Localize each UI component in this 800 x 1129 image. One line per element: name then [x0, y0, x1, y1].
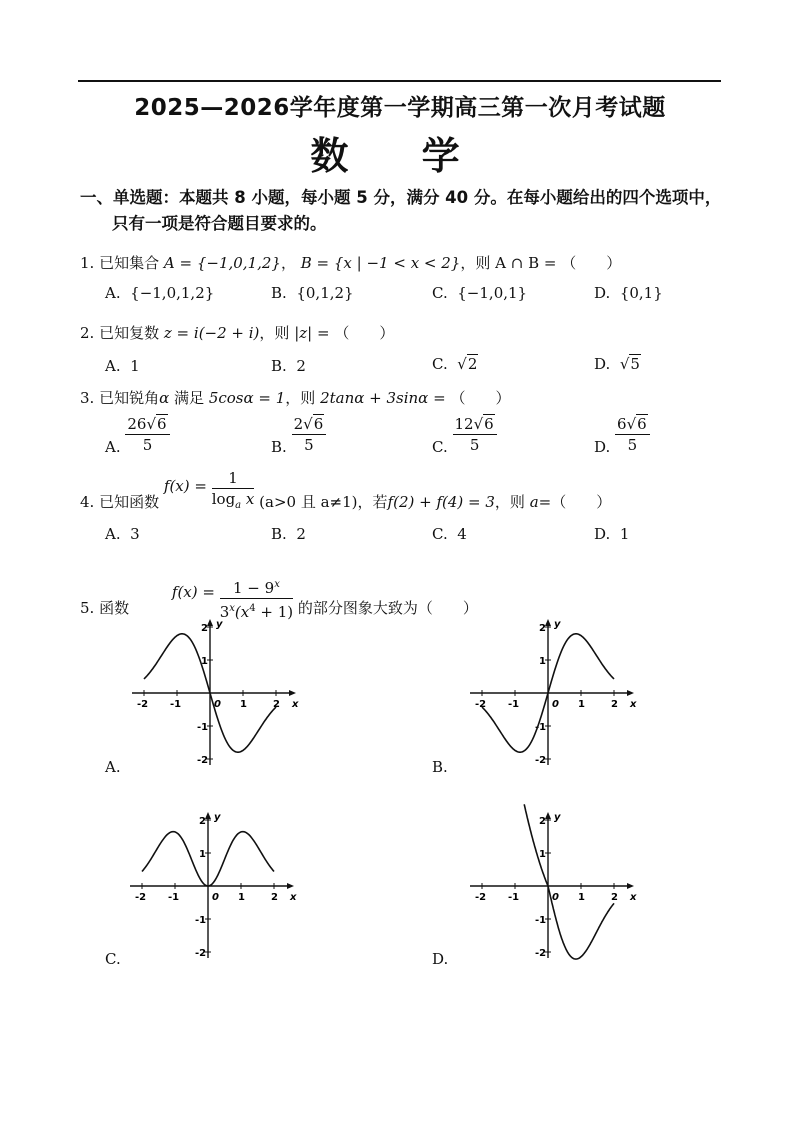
- option-2c: [432, 355, 478, 373]
- question-text: 的部分图象大致为（ ）: [297, 598, 478, 617]
- radicand: 2: [467, 355, 478, 373]
- den-poly-exp: 4: [249, 603, 256, 614]
- graph-option-c: [128, 808, 298, 963]
- sqrt-value: √2: [457, 355, 478, 373]
- fraction: $\frac{2√6}{5}$: [292, 414, 327, 455]
- y-tick-label: -2: [195, 948, 207, 959]
- question-text: 已知函数: [99, 493, 160, 511]
- y-tick-label: 1: [539, 656, 546, 667]
- x-tick-label: 1: [240, 699, 247, 710]
- header-rule: [78, 80, 721, 82]
- graph-option-d: [468, 808, 638, 963]
- question-text: 满足: [174, 389, 205, 407]
- numerator: 1: [212, 468, 255, 489]
- option-label: B.: [271, 357, 287, 375]
- option-label: C.: [432, 525, 448, 543]
- x-tick-label: -2: [475, 699, 487, 710]
- question-1: [80, 252, 621, 273]
- y-axis-label: y: [216, 619, 223, 630]
- math-expr: 2tanα + 3sinα =: [320, 389, 446, 407]
- coef: 12: [454, 415, 474, 433]
- x-axis-arrow: [627, 690, 634, 696]
- x-tick-label: -2: [137, 699, 149, 710]
- option-5a: A.: [105, 758, 121, 776]
- question-text: =（ ）: [538, 493, 612, 511]
- numerator: [220, 575, 293, 599]
- option-value: 2: [296, 357, 306, 375]
- den-exp: x: [229, 603, 235, 614]
- exam-title: 2025—2026学年度第一学期高三第一次月考试题: [134, 95, 666, 121]
- question-text: ，则 A ∩ B = （ ）: [460, 254, 622, 272]
- option-label: C.: [432, 437, 448, 456]
- math-expr: 5cosα = 1: [208, 389, 286, 407]
- y-tick-label: 1: [199, 849, 206, 860]
- question-text: 已知复数: [99, 324, 160, 342]
- question-2: [80, 322, 394, 343]
- option-value: 1: [130, 357, 140, 375]
- question-text: ，若: [357, 493, 388, 511]
- graph-option-a: [130, 615, 300, 770]
- denominator: 5: [304, 436, 314, 454]
- section-line-1: 一、单选题：本题共 8 小题，每小题 5 分，满分 40 分。在每小题给出的四个选项中，: [80, 188, 722, 207]
- option-3c: [432, 414, 497, 455]
- x-tick-label: -2: [475, 892, 487, 903]
- denominator: 5: [469, 436, 480, 454]
- section-line-2: 只有一项是符合题目要求的。: [112, 214, 327, 233]
- math-expr: f(x) =: [163, 477, 207, 495]
- x-tick-label: 2: [273, 699, 280, 710]
- math-expr: α: [159, 389, 170, 407]
- section-instructions: [80, 185, 730, 237]
- option-value: 1: [619, 525, 630, 543]
- origin-label: 0: [552, 699, 559, 710]
- option-5d: D.: [432, 950, 449, 968]
- x-axis-label: x: [290, 892, 297, 903]
- question-text: 函数: [99, 598, 130, 617]
- y-tick-label: -1: [535, 722, 547, 733]
- denominator: 5: [142, 436, 153, 454]
- option-2d: [594, 355, 641, 373]
- math-expr: A = {−1,0,1,2}: [163, 254, 281, 272]
- math-expr: |z| =: [294, 324, 330, 342]
- fraction: $\frac{6√6}{5}$: [615, 414, 650, 455]
- option-4b: [271, 525, 306, 543]
- x-tick-label: -2: [135, 892, 147, 903]
- x-tick-label: -1: [170, 699, 182, 710]
- question-text: ，: [280, 254, 296, 272]
- y-axis-label: y: [554, 812, 561, 823]
- option-value: {0,1,2}: [296, 284, 354, 302]
- math-expr: z = i(−2 + i): [163, 324, 260, 342]
- question-number: 1.: [80, 254, 95, 272]
- option-5c: C.: [105, 950, 121, 968]
- fraction: $\frac{12√6}{5}$: [453, 414, 497, 455]
- math-expr: B = {x | −1 < x < 2}: [300, 254, 461, 272]
- option-label: B.: [271, 284, 287, 302]
- option-2b: [271, 357, 306, 375]
- y-tick-label: 1: [201, 656, 208, 667]
- option-value: 3: [130, 525, 140, 543]
- y-tick-label: 1: [539, 849, 546, 860]
- y-tick-label: 2: [199, 816, 206, 827]
- option-label: A.: [105, 525, 121, 543]
- num-exp: x: [274, 579, 280, 590]
- y-tick-label: -1: [535, 915, 547, 926]
- question-number: 5.: [80, 598, 95, 617]
- math-var: a: [529, 493, 539, 511]
- condition: (a>0 且 a≠1): [259, 493, 358, 511]
- option-value: 2: [296, 525, 306, 543]
- question-text: （ ）: [334, 324, 395, 342]
- option-3b: [271, 414, 326, 455]
- sqrt-value: √5: [619, 355, 640, 373]
- option-1c: [432, 284, 527, 302]
- log-base: a: [235, 500, 242, 511]
- option-3a: [105, 414, 170, 455]
- denominator: [212, 489, 255, 516]
- radicand: 6: [484, 415, 494, 433]
- option-label: B.: [271, 437, 287, 456]
- x-tick-label: 2: [611, 699, 618, 710]
- question-text: ，则: [285, 389, 316, 407]
- graph-option-b: [468, 615, 638, 770]
- x-tick-label: 1: [578, 699, 585, 710]
- x-tick-label: -1: [508, 892, 520, 903]
- option-3d: [594, 414, 650, 455]
- log-arg: x: [245, 490, 255, 508]
- option-1a: [105, 284, 214, 302]
- function-curve: [524, 804, 614, 959]
- option-label: D.: [594, 284, 611, 302]
- origin-label: 0: [214, 699, 221, 710]
- y-tick-label: -2: [535, 948, 547, 959]
- origin-label: 0: [552, 892, 559, 903]
- log-text: log: [211, 490, 236, 508]
- y-axis-label: y: [554, 619, 561, 630]
- option-label: D.: [594, 525, 611, 543]
- option-value: {−1,0,1,2}: [130, 284, 215, 302]
- option-label: A.: [105, 357, 121, 375]
- x-axis-arrow: [289, 690, 296, 696]
- option-label: A.: [105, 437, 121, 456]
- radicand: 6: [157, 415, 167, 433]
- fraction: [212, 468, 255, 516]
- question-text: （ ）: [450, 389, 511, 407]
- option-4a: [105, 525, 140, 543]
- option-label: A.: [105, 284, 121, 302]
- y-tick-label: -1: [197, 722, 209, 733]
- y-tick-label: 2: [201, 623, 208, 634]
- question-text: 已知集合: [99, 254, 160, 272]
- option-4d: [594, 525, 629, 543]
- option-2a: [105, 357, 140, 375]
- coef: 6: [617, 415, 627, 433]
- option-1b: [271, 284, 354, 302]
- radicand: 6: [313, 415, 324, 433]
- x-axis-label: x: [630, 892, 637, 903]
- radicand: 6: [637, 415, 647, 433]
- radicand: 5: [630, 355, 640, 373]
- origin-label: 0: [212, 892, 219, 903]
- question-number: 3.: [80, 389, 95, 407]
- option-label: D.: [594, 355, 611, 373]
- option-value: {0,1}: [619, 284, 663, 302]
- option-5b: B.: [432, 758, 448, 776]
- den-poly-tail: + 1): [255, 603, 294, 621]
- x-tick-label: 2: [611, 892, 618, 903]
- subject-title: 数 学: [310, 134, 490, 178]
- x-axis-arrow: [287, 883, 294, 889]
- question-5: [80, 555, 478, 621]
- x-axis-label: x: [292, 699, 299, 710]
- option-label: B.: [271, 525, 287, 543]
- y-tick-label: -2: [197, 755, 209, 766]
- den-base: 3: [219, 603, 230, 621]
- coef: 26: [127, 415, 147, 433]
- den-poly: (x: [234, 603, 250, 621]
- y-tick-label: -2: [535, 755, 547, 766]
- option-value: 4: [457, 525, 467, 543]
- x-axis-arrow: [627, 883, 634, 889]
- x-tick-label: -1: [168, 892, 180, 903]
- x-tick-label: -1: [508, 699, 520, 710]
- x-tick-label: 1: [578, 892, 585, 903]
- question-number: 4.: [80, 493, 95, 511]
- x-tick-label: 2: [271, 892, 278, 903]
- denominator: 5: [627, 436, 638, 454]
- option-label: D.: [594, 437, 611, 456]
- question-number: 2.: [80, 324, 95, 342]
- x-tick-label: 1: [238, 892, 245, 903]
- question-text: 已知锐角: [99, 389, 160, 407]
- option-4c: [432, 525, 467, 543]
- question-text: ，则: [494, 493, 525, 511]
- question-text: ，则: [259, 324, 290, 342]
- question-3: [80, 387, 510, 408]
- y-tick-label: 2: [539, 623, 546, 634]
- coef: 2: [293, 415, 304, 433]
- option-value: {−1,0,1}: [457, 284, 528, 302]
- y-tick-label: 2: [539, 816, 546, 827]
- x-axis-label: x: [630, 699, 637, 710]
- y-tick-label: -1: [195, 915, 207, 926]
- num-base: 1 − 9: [233, 579, 275, 597]
- question-4: [80, 465, 611, 513]
- y-axis-label: y: [214, 812, 221, 823]
- math-expr: f(x) =: [171, 582, 215, 601]
- option-label: C.: [432, 355, 448, 373]
- fraction: $\frac{26√6}{5}$: [125, 414, 169, 455]
- math-expr: f(2) + f(4) = 3: [387, 493, 495, 511]
- option-1d: [594, 284, 663, 302]
- option-label: C.: [432, 284, 448, 302]
